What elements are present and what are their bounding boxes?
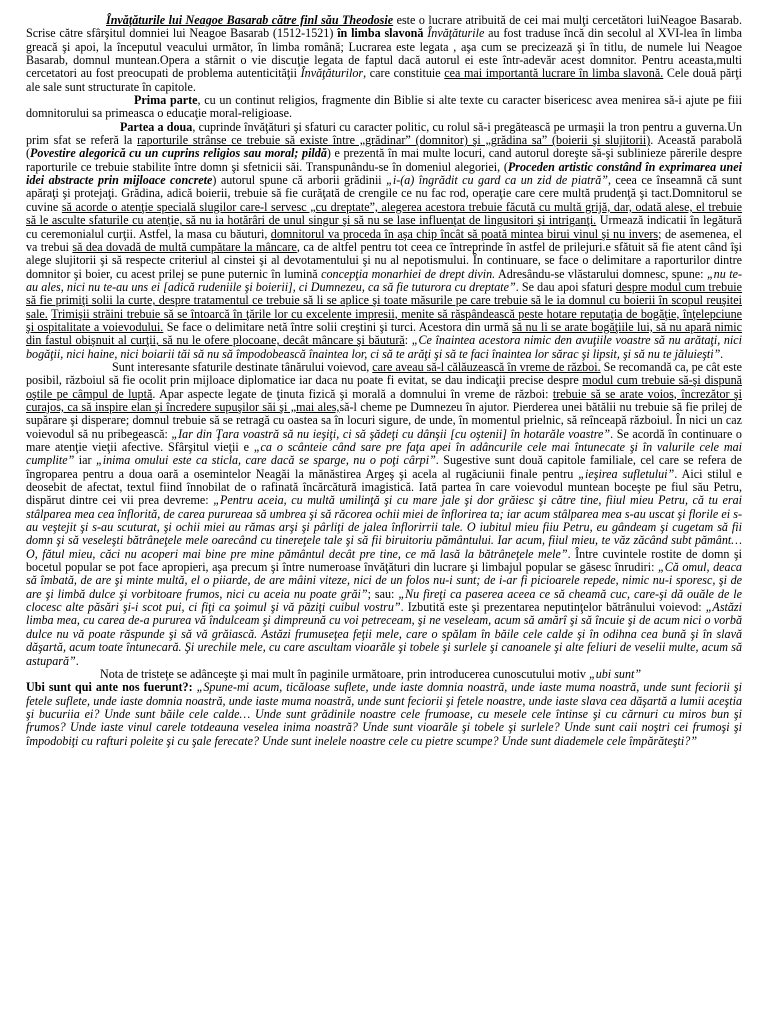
text-run: Adresându-se vlăstarului domnesc, spune: [495,266,707,281]
document-page [26,14,742,1014]
text-run: Partea a doua [120,119,193,134]
text-run: să acorde o atenţie specială slugilor care-l servesc „cu dreptate”, alegerea acestora trebuie făcută cu multă grijă, dar, odată alese, el trebuie să le asculte sfaturile cu atenţie, să nu ia hotărâri de unul singur şi să nu se lase influenţat de lingusitori şi intriganţi. [26,199,742,228]
text-run: , cu un continut religios, fragmente din Biblie si alte texte cu caracter bisericesc avea menirea să-i ajute pe fiii domnitorului sa primeasca o educaţie moral-religioase. [26,93,742,121]
text-run: „Că omul, deaca să îmbată, de are şi minte multă, el o piiarde, de are mâini viteze, nici de un folos nu-i sunt; de i-ar fi picioarele repede, nimic nu-i sporesc, şi de are şi limbă dulce şi vorbitoare frumos, nici cu aceia nu poate grăi” [26,560,742,601]
text-run: „inima omului este ca sticla, care dacă se sparge, nu o poţi cârpi” [96,453,436,468]
text-run: Povestire alegorică cu un cuprins religios sau moral; pildă [30,146,327,161]
text-run: Urmează indicatii în legătură cu ceremonialul curţii. Astfel, la masa cu băuturi, [26,213,742,241]
paragraph-partea-a-doua [26,121,742,361]
text-run: „Ce înaintea acestora nimic den avuţiile voastre să nu arătaţi, nici bogăţii, nici haine, nici boiarii tăi să nu să împodobească înaintea lor, ci să te arăţi şi să te faci înaintea lor sărac şi lipsit, şi să nu te jăluieşti”. [26,333,742,361]
paragraph-intro [26,14,742,94]
text-run: , ceea ce înseamnă că sunt apăraţi şi protejaţi. Grădina, adică boierii, trebuie să fie curăţată de crengile ce nu fac rod, operaţie care cere multă prudenţă şi tact.Domnitorul se cuvine [26,173,742,214]
text-run: au fost traduse încă din secolul al XVI-lea în limba greacă şi apoi, la începutul veacului următor, în limba română; Lucrarea este legata , aşa cum se precizează şi în titlu, de numele lui Neagoe Basarab, domnul muntean.Opera a stârnit o vie discuţie legata de faptul dacă autorul ei este într-adevăr acest domnitor. Pentru aceasta,multi cercetatori au fost preocupati de problema autenticităţii [26,26,743,81]
text-run: ; sau: [367,586,399,601]
text-run: în limba slavonă [337,26,424,41]
text-run: să dea dovadă de multă cumpătare la mâncare [72,239,297,254]
text-run: . Se acordă în continuare o mare atenţie vieţii afective. Sfârşitul vieţii e [26,426,742,454]
text-run: „ubi sunt” [588,666,642,681]
text-run: . Între cuvintele rostite de domn şi bocetul popular se pot face apropieri, aşa precum şi între numeroase învăţături din lucrare şi limbajul popular se găsesc înrudiri: [26,546,743,575]
text-run: „Nu fireţi ca paserea aceea ce să cheamă cuc, care-şi dă ouăle de le clocesc alte păsări şi-i scot pui, ci fiţi ca şoimul şi vă păziţi cuibul vostru” [26,586,742,615]
text-run: „ca o scânteie când sare pre faţa apei în adâncurile cele mai întunecate şi în valurile cele mai cumplite” [26,440,742,468]
text-run: Prima parte [134,93,198,108]
text-run: . Izbutită este şi prezentarea neputinţelor bătrânului voievod: [400,600,706,615]
text-run: modul cum trebuie să-şi dispună oştile pe câmpul de luptă [26,373,742,401]
text-run: Cele două părţi ale sale sunt structurate în capitole. [26,66,743,94]
text-run: Se recomandă ca, pe cât este posibil, războiul să fie ocolit prin mijloace diplomatice iar daca nu poate fi evitat, se dau indicaţii precise despre [26,359,742,388]
text-run: „nu te-au ales, nici nu te-au uns ei [adică rudeniile şi boierii], ci Dumnezeu, ca să fie tuturora cu dreptate” [26,266,742,294]
text-run: Trimişii străini trebuie să se întoarcă în ţările lor cu excelente impresii, menite să răspândească peste hotare reputaţia de bogăţie, înţelepciune şi ospitalitate a voievodului. [26,306,742,334]
text-run: trebuie să se arate voios, încrezător şi curajos, ca să inspire elan şi încredere supuşilor săi şi „mai ales, [26,386,743,414]
text-run: ; de asemenea, el va trebui [26,226,742,254]
text-run: : [404,333,412,348]
paragraph-ubi-sunt-quote [26,681,742,748]
text-run: care aveau să-l călăuzească în vreme de război. [372,359,601,374]
text-run: , care constituie [363,66,445,81]
text-run: . Aici stilul e deosebit de afectat, textul fiind înnobilat de o rafinată încărcătură imagistică. Iată partea în care voievodul muntean boceşte pe fiul său Petru, dispărut dintre cei vii prea devreme: [26,466,743,508]
text-run: domnitorul va proceda în aşa chip încât să poată mintea birui vinul şi nu invers [270,226,659,241]
text-run: să nu li se arate bogăţiile lui, să nu apară nimic din fastul obişnuit al curţii, să nu le ofere plocoane, decât mâncare şi băutură [26,319,742,348]
text-run: . Apar aspecte legate de ţinuta fizică şi morală a domnului în vreme de război: [152,386,553,401]
text-run: „Pentru aceia, cu multă umilinţă şi cu mare jale şi dor grăiesc şi către tine, fiiul mieu Petru, că tu erai stâlparea mea cea înflorită, de carea purureaa să umbrea şi să răcorea ochii miei de înflorirea ta; iar acum stâlparea mea s-au uscat şi florile ei s-au veştejit şi s-au scuturat, şi ochii miei au rămas arşi şi pârliţi de jalea înflorirrii tale. O iubitul mieu fiiu Petru, eu gândeam şi cugetam să fii domn şi să veseleşti bătrâneţele mele oarecând cu tinereţele tale şi să fii biruitoriu pământului. Iar acum, fiiul mieu, te văz zăcând subt pământ… O, fătul mieu, căci nu acoperi mai bine pre mine pământul decât pre tine, ce mă lasă la bătrâneţele mele” [26,493,742,561]
text-run: , cuprinde învăţături şi sfaturi cu caracter politic, cu rolul să-i pregătească pe urmaşii la tron pentru a guverna.Un prim sfat se referă la [26,119,742,148]
text-run: „Iar din Ţara voastră să nu ieşiţi, ci să şădeţi cu dânşii [cu oştenii] în hotarăle voastre” [171,426,611,441]
text-run: Învăţăturilor [300,66,364,81]
paragraph-sfaturi-tanar-voievod [26,361,742,668]
text-run: Se face o delimitare netă între solii creştini şi turci. Acestora din urmă [163,319,513,334]
text-run: este o lucrare atribuită de cei mai mulţi cercetători luiNeagoe Basarab. Scrise către sfârşitul domniei lui Neagoe Basarab (1512-1521) [26,13,742,41]
text-run: „i-(a) îngrădit cu gard ca un zid de piatră” [386,173,608,188]
text-run: „Astăzi limba mea, cu carea de-a pururea vă îndulceam şi dimpreună cu voi petreceam, şi ne veseleam, acum să amărî şi să încuie şi de acum nici o vorbă dulce nu vă poate răspunde şi să vă grăiască. Astăzi frumuseţea feţii mele, care o spălam în băile cele calde şi în odihna cea bună şi în slavă dăşartă, acum toate întunecară. Şi urechile mele, cu care ascultam vioarăle şi tobele şi surlele şi canoanele şi alte feliuri de veselii multe, acum să astupară” [26,600,742,668]
text-run: Proceden artistic constând în exprimarea unei idei abstracte prin mijloace concrete [26,159,742,188]
text-run: ) e prezentă în mai multe locuri, cand autorul doreşte să-şi sublinieze părerile despre raporturile ce trebuie stabilite între domn şi sfetnicii săi. Transpunându-se în domeniul alegoriei, ( [26,146,742,174]
text-run: , ca de altfel pentru tot ceea ce întreprinde în astfel de prilejuri.e sfătuit să fie atent când îşi alege slujitorii şi să respecte criteriul al cinstei şi al devotamentului şi nu al nepotismului. În continuare, se face o delimitare a raporturilor dintre domnitor şi boier, cu acest prilej se pune puternic în lumină [26,239,742,281]
text-run: cea mai importantă lucrare în limba slavonă. [444,66,664,81]
text-run: despre modul cum trebuie să fie primiţi solii la curte, despre tratamentul ce trebuie să li se aplice şi toate măsurile pe care trebuie să le ia domnul cu boierii în scopul reuşitei sale. [26,279,742,321]
text-run: raporturile strânse ce trebuie să existe între „grădinar” (domnitor) şi „grădina sa” (boierii şi slujitorii) [137,133,651,148]
text-run: . [75,653,79,668]
paragraph-prima-parte [26,94,742,121]
text-run: . Această parabolă ( [26,133,742,161]
text-run: concepţia monarhiei de drept divin. [321,266,496,281]
text-run: ) autorul spune că arborii grădinii [212,173,387,188]
text-run: să-l cheme pe Dumnezeu în ajutor. Pierderea unei bătălii nu trebuie să fie prilej de supărare şi disperare; domnul trebuie să se retragă cu oastea sa în locuri sigure, de unde, în momentul prielnic, să reînceapă războiul. În nici un caz voievodul să nu pribegească: [26,399,742,441]
text-run: Sunt interesante sfaturile destinate tânărului voievod, [112,359,373,374]
text-run: „ieşirea sufletului” [578,466,675,481]
text-run: iar [74,453,96,468]
paragraph-ubi-sunt-intro [26,668,742,681]
text-run: Nota de tristeţe se adânceşte şi mai mult în paginile următoare, prin introducerea cunoscutului motiv [100,666,589,681]
text-run: „Spune-mi acum, ticăloase suflete, unde iaste domnia noastră, unde iaste muma noastră, unde sunt feciorii şi fetele suflete, unde iaste domnia noastră, unde iaste muma noastră, unde sunt feciorii şi fetele noastre, unde iaste slava cea dăşartă a lumii aceştia şi bucuriia ei? Unde sunt băile cele calde… Unde sunt grădinile noastre cele frumoase, cu mesele cele întinse şi cu cărnuri cu miros bun şi frumos? Unde iaste vinul carele totdeauna veselea inima noastră? Unde sunt vioarăle şi tobele şi surlele? Unde sunt caii noştri cei frumoşi şi împodobiţi cu rafturi poleite şi cu şale ferecate? Unde sunt inelele noastre cele cu pietre scumpe? Unde sunt diademele cele împărăteşti?” [26,680,742,748]
text-run: Ubi sunt qui ante nos fuerunt?: [26,680,193,695]
text-run: Învăţăturile lui Neagoe Basarab către finl său Theodosie [106,13,394,27]
text-run: Învăţăturile [427,26,485,41]
text-run: . Se dau apoi sfaturi [515,279,616,294]
text-run: . Sugestive sunt două capitole familiale, cel care se refera de îngroparea pentru a doua oară a osemintelor Neagăi la mănăstirea Argeş şi acela al rugăciunii finale pentru [26,453,742,481]
